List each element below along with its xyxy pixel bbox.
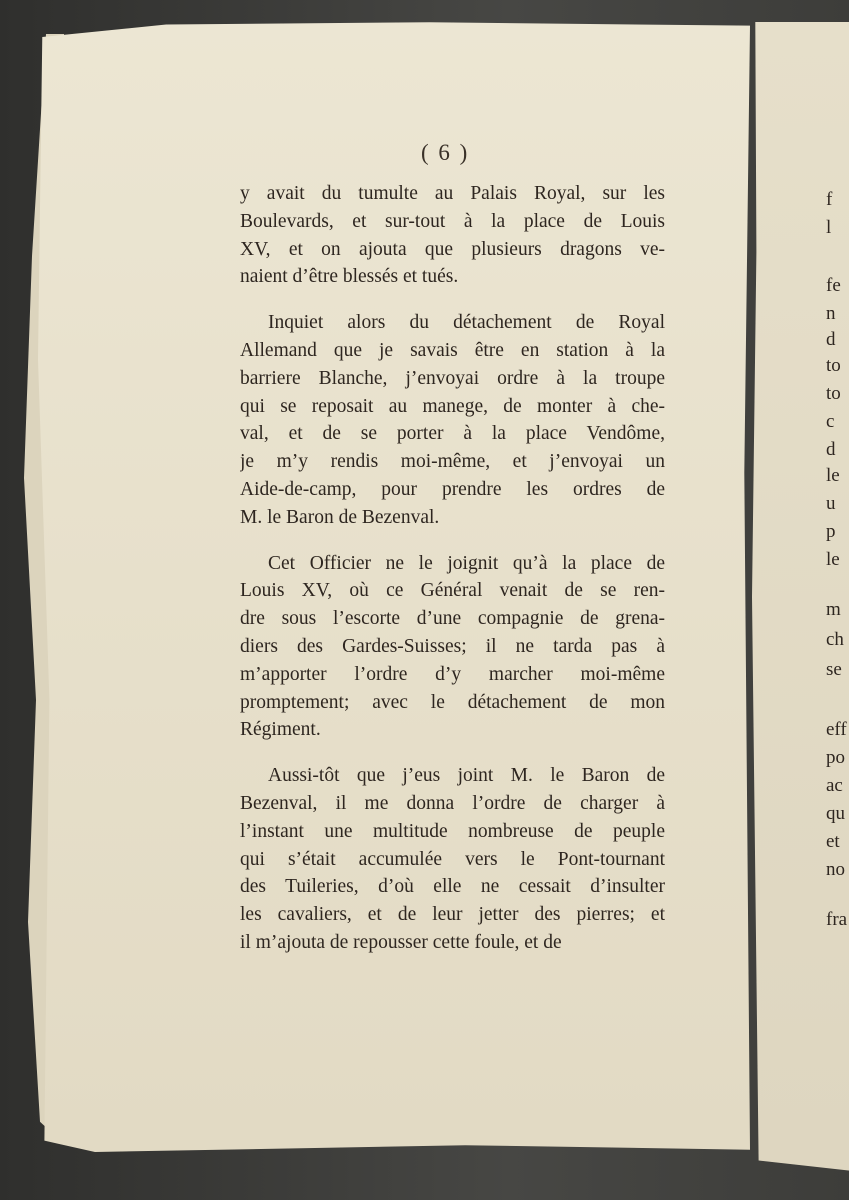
facing-page-fragment: to (826, 355, 841, 376)
text-line: Bezenval, il me donna l’ordre de charger à (240, 792, 665, 814)
facing-page-fragment: n (826, 303, 836, 324)
text-line: diers des Gardes-Suisses; il ne tarda pas à (240, 635, 665, 657)
paragraph (240, 309, 665, 531)
facing-page-fragment: ch (826, 629, 844, 650)
text-line: Allemand que je savais être en station à la (240, 339, 665, 361)
facing-page-fragment: to (826, 383, 841, 404)
facing-page-fragment: qu (826, 803, 845, 824)
facing-page-fragment: fra (826, 909, 848, 930)
paragraph (240, 550, 665, 745)
text-line: les cavaliers, et de leur jetter des pierres; et (240, 904, 665, 926)
body-text (240, 180, 665, 975)
text-line: des Tuileries, d’où elle ne cessait d’insulter (240, 876, 665, 898)
text-line: je m’y rendis moi-même, et j’envoyai un (240, 451, 665, 473)
text-line: il m’ajouta de repousser cette foule, et de (240, 931, 562, 953)
facing-page-fragment: po (826, 747, 845, 768)
facing-page-fragment: eff (826, 719, 847, 740)
text-line: Aide-de-camp, pour prendre les ordres de (240, 478, 665, 500)
text-line: promptement; avec le détachement de mon (240, 691, 665, 713)
text-line: y avait du tumulte au Palais Royal, sur les (240, 183, 665, 204)
facing-page-fragment: c (826, 411, 835, 432)
text-line: Régiment. (240, 719, 321, 741)
text-line: Louis XV, où ce Général venait de se ren- (240, 580, 665, 602)
facing-page-fragment: p (826, 521, 836, 542)
text-line: Boulevards, et sur-tout à la place de Louis (240, 210, 665, 232)
paragraph (240, 762, 665, 957)
text-line: qui s’était accumulée vers le Pont-tournant (240, 848, 665, 870)
facing-page-fragment: ac (826, 775, 843, 796)
text-line: naient d’être blessés et tués. (240, 266, 459, 288)
text-line: Aussi-tôt que j’eus joint M. le Baron de (268, 765, 665, 787)
facing-page-fragment: d (826, 329, 836, 350)
facing-page-fragment: et (826, 831, 840, 852)
text-line: m’apporter l’ordre d’y marcher moi-même (240, 663, 665, 685)
facing-page-fragment: le (826, 465, 840, 486)
facing-page-fragment: l (826, 217, 832, 238)
text-line: M. le Baron de Bezenval. (240, 506, 440, 528)
text-line: barriere Blanche, j’envoyai ordre à la troupe (240, 367, 665, 389)
facing-page-fragment: se (826, 659, 842, 680)
facing-page-fragment: le (826, 549, 840, 570)
text-line: Inquiet alors du détachement de Royal (268, 312, 665, 334)
text-line: dre sous l’escorte d’une compagnie de grena- (240, 608, 665, 630)
text-line: XV, et on ajouta que plusieurs dragons ve- (240, 238, 665, 260)
text-line: qui se reposait au manege, de monter à che- (240, 395, 665, 417)
text-line: val, et de se porter à la place Vendôme, (240, 423, 665, 445)
text-line: l’instant une multitude nombreuse de peuple (240, 820, 665, 842)
text-line: Cet Officier ne le joignit qu’à la place de (268, 552, 665, 574)
facing-page-fragment: d (826, 439, 836, 460)
facing-page-fragment: f (826, 189, 833, 210)
facing-page-fragment: m (826, 599, 841, 620)
facing-page-fragment: fe (826, 275, 841, 296)
facing-page-fragment: no (826, 859, 845, 880)
facing-page-fragment: u (826, 493, 836, 514)
facing-page (752, 22, 849, 1172)
paragraph (240, 180, 665, 291)
